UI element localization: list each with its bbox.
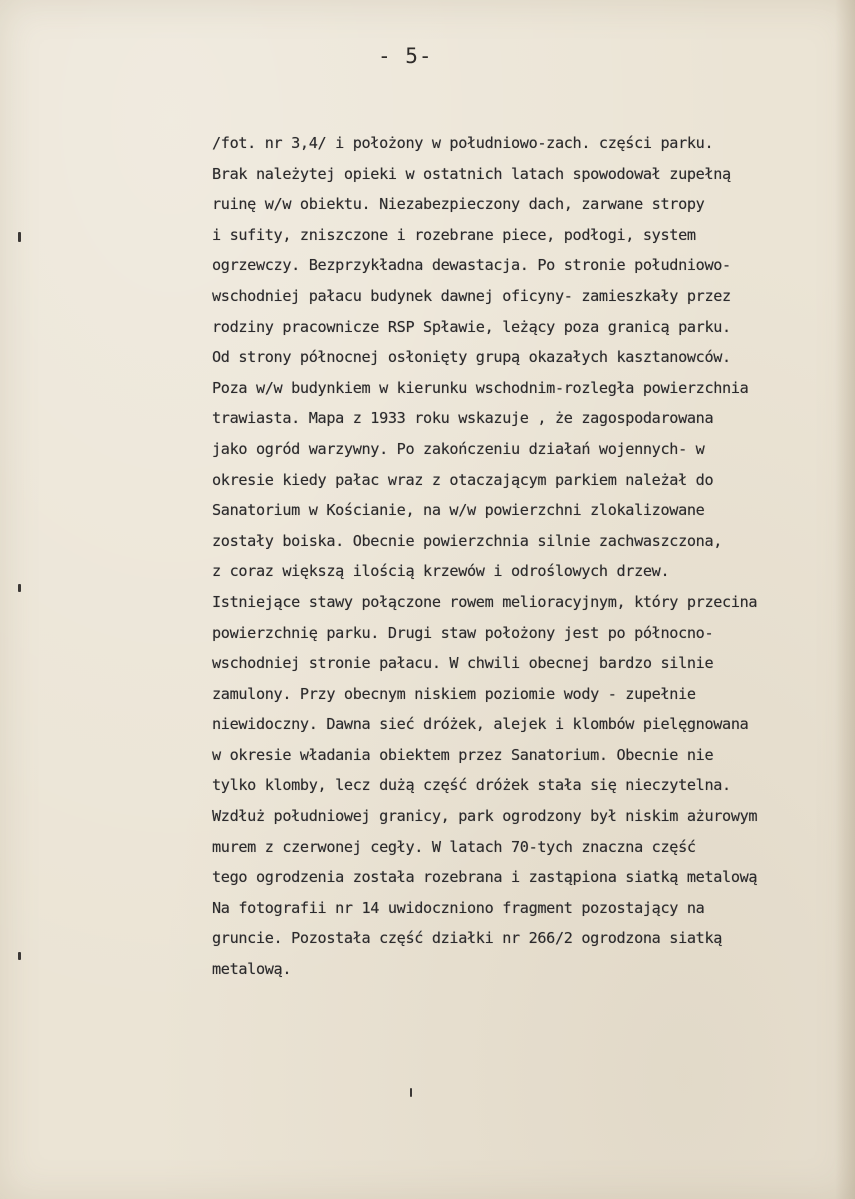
scan-speck [18,584,21,592]
text-line: tego ogrodzenia została rozebrana i zastąpiona siatką metalową [212,868,758,887]
text-line: murem z czerwonej cegły. W latach 70-tych znaczna część [212,837,696,856]
text-line: z coraz większą ilością krzewów i odroślowych drzew. [212,562,670,581]
text-line: trawiasta. Mapa z 1933 roku wskazuje , że zagospodarowana [212,409,714,428]
text-line: /fot. nr 3,4/ i położony w południowo-zach. części parku. [212,134,714,152]
text-line: Od strony północnej osłonięty grupą okazałych kasztanowców. [212,348,731,367]
text-line: ogrzewczy. Bezprzykładna dewastacja. Po stronie południowo- [212,256,731,275]
text-line: powierzchnię parku. Drugi staw położony jest po północno- [212,623,714,642]
text-line: tylko klomby, lecz dużą część dróżek stała się nieczytelna. [212,776,731,795]
text-line: Brak należytej opieki w ostatnich latach spowodował zupełną [212,164,731,183]
text-line: rodziny pracownicze RSP Spławie, leżący poza granicą parku. [212,317,731,336]
text-line: niewidoczny. Dawna sieć dróżek, alejek i klombów pielęgnowana [212,715,749,734]
text-line: okresie kiedy pałac wraz z otaczającym parkiem należał do [212,470,714,489]
text-line: jako ogród warzywny. Po zakończeniu działań wojennych- w [212,439,705,458]
text-line: Istniejące stawy połączone rowem melioracyjnym, który przecina [212,592,758,611]
text-line: Poza w/w budynkiem w kierunku wschodnim-rozległa powierzchnia [212,378,749,397]
scan-speck [410,1088,412,1097]
text-line: zostały boiska. Obecnie powierzchnia silnie zachwaszczona, [212,531,723,550]
text-line: metalową. [212,960,292,979]
scan-speck [18,952,21,960]
scan-speck [18,232,21,242]
text-line: Na fotografii nr 14 uwidoczniono fragment pozostający na [212,898,705,917]
page-number: - 5- [378,44,433,68]
text-line: Wzdłuż południowej granicy, park ogrodzony był niskim ażurowym [212,807,758,826]
text-line: Sanatorium w Kościanie, na w/w powierzchni zlokalizowane [212,501,705,520]
text-line: gruncie. Pozostała część działki nr 266/2 ogrodzona siatką [212,929,723,948]
text-line: ruinę w/w obiektu. Niezabezpieczony dach, zarwane stropy [212,195,705,214]
text-line: wschodniej pałacu budynek dawnej oficyny- zamieszkały przez [212,286,731,305]
text-line: wschodniej stronie pałacu. W chwili obecnej bardzo silnie [212,654,714,673]
text-line: w okresie władania obiektem przez Sanatorium. Obecnie nie [212,745,714,764]
text-line: i sufity, zniszczone i rozebrane piece, podłogi, system [212,225,696,244]
text-line: zamulony. Przy obecnym niskiem poziomie wody - zupełnie [212,684,696,703]
body-text [212,128,852,985]
